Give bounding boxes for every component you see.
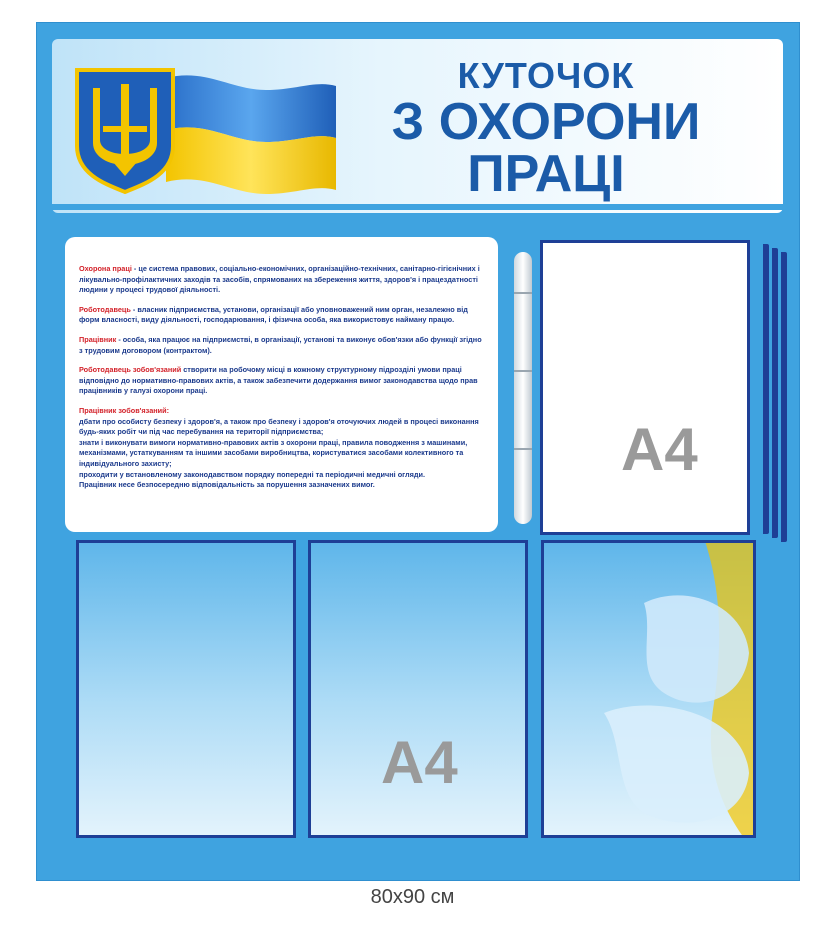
info-text-panel xyxy=(65,237,498,532)
term-label: Роботодавець xyxy=(79,304,131,314)
term-definition: - це система правових, соціально-економічних, організаційно-технічних, санітарно-гігієнічних і лікувально-профілактичних заходів та засобів, спрямованих на збереження життя, здоров'я і працездатності людини у процесі трудової діяльності. xyxy=(79,264,480,295)
page-title xyxy=(326,55,766,203)
size-caption: 80x90 см xyxy=(370,886,455,908)
brochure-edge xyxy=(781,252,787,542)
term-label: Працівник зобов'язаний: xyxy=(79,405,170,415)
ribbon-decoration-icon xyxy=(544,543,753,835)
term-definition: - особа, яка працює на підприємстві, в організації, установі та виконує обов'язки або функції згідно з трудовим договором (контрактом). xyxy=(79,334,482,355)
trident-coat-of-arms-icon xyxy=(73,66,177,194)
term-definition: створити на робочому місці в кожному структурному підрозділі умови праці відповідно до нормативно-правових актів, а також забезпечити додержання вимог законодавства щодо прав працівників у галузі охорони праці. xyxy=(79,365,478,396)
term-label: Охорона праці xyxy=(79,264,132,273)
pocket-a4-3[interactable] xyxy=(541,540,756,838)
binder-rail xyxy=(514,252,532,524)
a4-label: A4 xyxy=(381,729,458,796)
duty-line: проходити у встановленому законодавством порядку попередні та періодичні медичні огляди. xyxy=(79,469,426,479)
brochure-edge xyxy=(772,248,778,538)
a4-label: A4 xyxy=(621,416,698,483)
paragraph-duties xyxy=(79,406,484,491)
pocket-a4-1[interactable] xyxy=(76,540,296,838)
info-text xyxy=(79,264,484,491)
brochure-edge xyxy=(763,244,769,534)
brochure-pocket-a4[interactable] xyxy=(540,240,750,535)
duty-line: дбати про особисту безпеку і здоров'я, а також про безпеку і здоров'я оточуючих людей в процесі виконання будь-яких робіт чи під час перебування на території підприємства; xyxy=(79,416,479,437)
title-line-3: ПРАЦІ xyxy=(467,145,625,203)
duty-line: Працівник несе безпосередню відповідальність за порушення зазначених вимог. xyxy=(79,480,375,490)
term-definition: - власник підприємства, установи, організації або уповноважений ним орган, незалежно від форм власності, виду діяльності, господарювання, і фізична особа, яка використовує найману працю. xyxy=(79,304,468,325)
duty-line: знати і виконувати вимоги нормативно-правових актів з охорони праці, правила поводження з машинами, механізмами, устаткуванням та іншими засобами виробництва, користуватися засобами колективного та індивідуального захисту; xyxy=(79,437,468,468)
stand-board xyxy=(36,22,800,881)
paragraph xyxy=(79,335,484,356)
term-label: Роботодавець зобов'язаний xyxy=(79,365,182,375)
paragraph xyxy=(79,264,484,296)
pocket-a4-2[interactable] xyxy=(308,540,528,838)
title-line-2: З ОХОРОНИ xyxy=(391,93,701,151)
paragraph xyxy=(79,305,484,326)
term-label: Працівник xyxy=(79,334,117,344)
title-line-1: КУТОЧОК xyxy=(457,55,635,96)
paragraph xyxy=(79,365,484,397)
